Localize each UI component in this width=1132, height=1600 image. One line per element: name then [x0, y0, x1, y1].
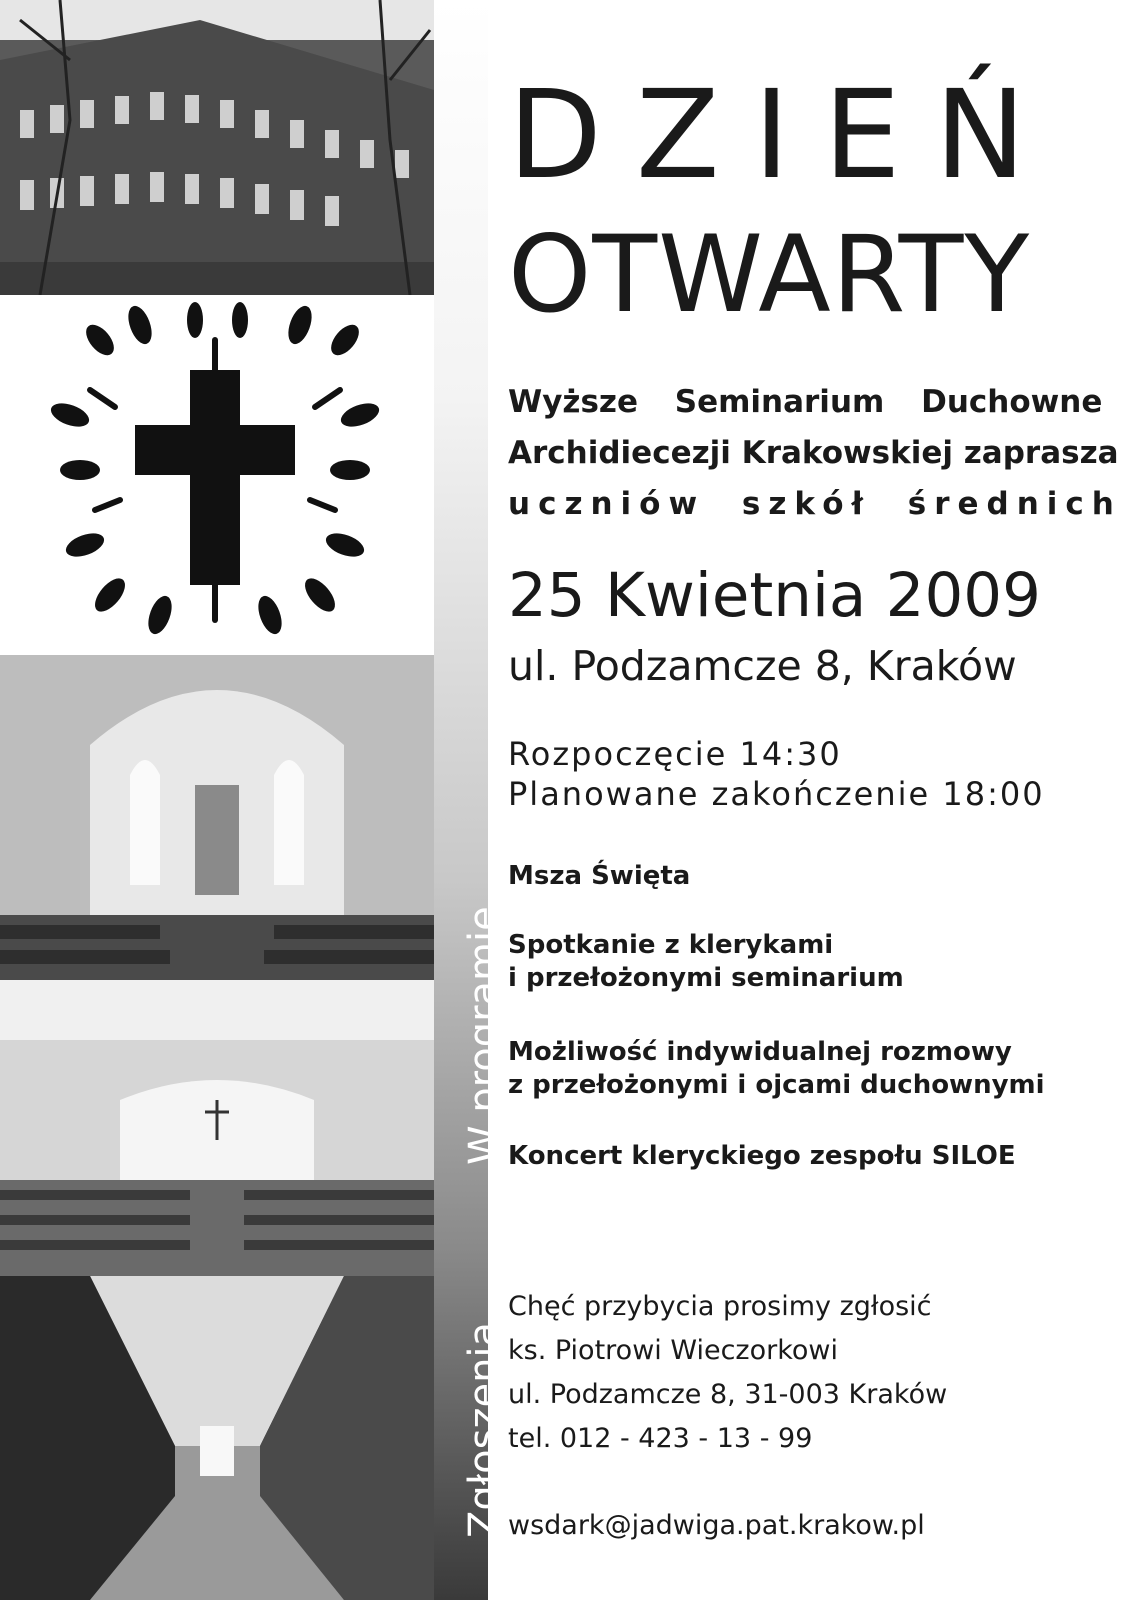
event-date: 25 Kwietnia 2009: [508, 560, 1041, 631]
program-item-text: Msza Święta: [508, 861, 691, 891]
program-item-text: Koncert kleryckiego zespołu SILOE: [508, 1141, 1016, 1171]
program-item-text: Możliwość indywidualnej rozmowy: [508, 1037, 1012, 1067]
seminary-logo: [0, 295, 434, 655]
event-start-time: Rozpoczęcie 14:30: [508, 735, 842, 773]
intro-line-3: uczniów szkół średnich: [508, 486, 1122, 522]
intro-line-2: Archidiecezji Krakowskiej zaprasza: [508, 435, 1119, 471]
program-item-concert: [508, 1140, 1016, 1173]
intro-line-1: Wyższe Seminarium Duchowne: [508, 384, 1103, 420]
contact-email: wsdark@jadwiga.pat.krakow.pl: [508, 1510, 925, 1541]
chapel-interior-photo: [0, 655, 434, 980]
event-address: ul. Podzamcze 8, Kraków: [508, 642, 1017, 690]
side-label-registration: Zgłoszenia: [461, 1321, 507, 1538]
program-item-text: i przełożonymi seminarium: [508, 963, 904, 993]
program-item-text: Spotkanie z klerykami: [508, 930, 834, 960]
program-item-conversation: [508, 1036, 1045, 1102]
cross-icon: [135, 370, 295, 585]
title-line-2: OTWARTY: [508, 213, 1031, 336]
seminary-building-photo: [0, 0, 434, 295]
program-item-meeting: [508, 929, 904, 995]
contact-line-1: Chęć przybycia prosimy zgłosić: [508, 1291, 932, 1322]
side-label-program: W programie: [461, 906, 507, 1165]
corridor-photo: [0, 1276, 434, 1600]
title-line-1: DZIEŃ: [508, 64, 1060, 206]
program-item-mass: [508, 860, 690, 893]
contact-phone: tel. 012 - 423 - 13 - 99: [508, 1423, 813, 1454]
program-item-text: z przełożonymi i ojcami duchownymi: [508, 1070, 1045, 1100]
assembly-hall-photo: [0, 980, 434, 1276]
contact-address: ul. Podzamcze 8, 31-003 Kraków: [508, 1379, 948, 1410]
contact-name: ks. Piotrowi Wieczorkowi: [508, 1335, 838, 1366]
event-end-time: Planowane zakończenie 18:00: [508, 775, 1045, 813]
